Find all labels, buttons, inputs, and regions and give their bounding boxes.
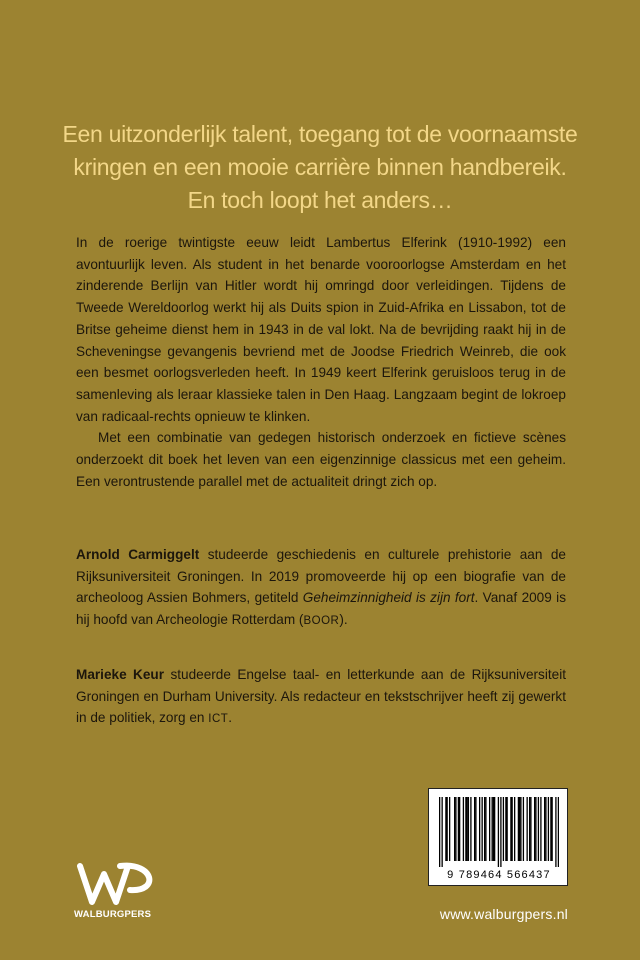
barcode-bar [548,797,549,861]
barcode-bar [519,797,520,861]
barcode-bar [538,797,539,861]
barcode-bar [485,797,486,861]
barcode-bar [500,797,501,867]
barcode-bar [454,797,455,861]
barcode-bar [558,797,559,867]
barcode-bar [484,797,485,861]
barcode-bar [523,797,524,861]
author-name: Marieke Keur [76,667,165,682]
tagline [0,118,640,217]
barcode-bar [470,797,471,861]
publisher-logo-text: WALBURGPERS [74,909,152,920]
barcode-bar [439,797,440,867]
barcode-bar [463,797,464,861]
tagline-line-2: kringen en een mooie carrière binnen handbereik. [73,154,567,180]
publisher-website: www.walburgpers.nl [439,906,568,922]
author-name: Arnold Carmiggelt [76,547,200,562]
barcode-bar [449,797,450,861]
abbreviation: ICT [208,713,229,726]
barcode-bar [510,797,511,861]
barcode-bar [465,797,466,861]
barcode-bar [445,797,446,861]
barcode-bar [467,797,468,861]
tagline-line-1: Een uitzonderlijk talent, toegang tot de voornaamste [62,121,578,147]
blurb-paragraph-2: Met een combinatie van gedegen historisch onderzoek en fictieve scènes onderzoekt dit boek het leven van een eigenzinnige classicus met een geheim. Een verontrustende parallel met de actualiteit dringt zich op. [76,430,566,489]
barcode-bar [459,797,460,861]
barcode-bar [520,797,521,861]
barcode-bar [529,797,530,861]
book-title: Geheimzinnigheid is zijn fort [302,590,475,606]
barcode-bars [439,797,559,867]
barcode-bar [535,797,536,861]
author-bio-1 [76,544,566,633]
barcode-bar [493,797,494,861]
barcode-bar [514,797,515,861]
barcode-bar [474,797,475,861]
tagline-line-3: En toch loopt het anders… [187,187,453,213]
author-bio-2 [76,664,566,731]
book-blurb [76,232,566,492]
barcode-bar [498,797,499,867]
barcode-bar [458,797,459,861]
barcode-bar [479,797,480,861]
barcode-bar [540,797,541,861]
barcode-bar [550,797,551,861]
author-bio-text: studeerde geschiedenis en culturele prehistorie aan de Rijksuniversiteit Groningen. In 2019 promoveerde hij op een biografie van de archeoloog Assien Bohmers, getiteld [76,547,566,606]
barcode-bar [534,797,535,861]
barcode-bar [482,797,483,861]
barcode-bar [505,797,506,861]
author-bio-text: studeerde Engelse taal- en letterkunde aan de Rijksuniversiteit Groningen en Durham University. Als redacteur en tekstschrijver heeft zij gewerkt in de politiek, zorg en [76,667,566,726]
barcode-bar [552,797,553,861]
barcode-bar [507,797,508,861]
author-bio-text: ). [339,612,348,628]
abbreviation: BOOR [303,615,340,628]
barcode-bar [555,797,556,867]
isbn-number: 9 789464 566437 [447,869,551,881]
blurb-paragraph-1: In de roerige twintigste eeuw leidt Lambertus Elferink (1910-1992) een avontuurlijk leven. Als student in het benarde vooroorlogse Amsterdam en het zinderende Berlijn van Hitler wordt hij omringd door verleidingen. Tijdens de Tweede Wereldoorlog werkt hij als Duits spion in Zuid-Afrika en Lissabon, tot de Britse geheime dienst hem in 1943 in de val lokt. Na de bevrijding raakt hij in de Scheveningse gevangenis bevriend met de Joodse Friedrich Weinreb, die ook een besmet oorlogsverleden heeft. In 1949 keert Elferink geruisloos terug in de samenleving als leraar klassieke talen in Den Haag. Langzaam begint de lokroep van radicaal-rechts opnieuw te klinken. [76,235,566,424]
barcode-bar [455,797,456,861]
barcode-bar [494,797,495,861]
author-bio-text: . [228,710,233,726]
barcode-bar [492,797,493,861]
barcode-bar [468,797,469,861]
author-bio-text: . Vanaf 2009 is hij hoofd van Archeologie Rotterdam ( [76,590,566,628]
barcode-bar [503,797,504,861]
barcode-bar [489,797,490,861]
barcode-bar [518,797,519,861]
barcode-bar [442,797,443,867]
barcode-bar [475,797,476,861]
barcode [428,788,568,886]
barcode-bar [527,797,528,861]
barcode-bar [447,797,448,861]
barcode-bar [512,797,513,861]
barcode-bar [530,797,531,861]
barcode-bar [544,797,545,861]
barcode-bar [545,797,546,861]
